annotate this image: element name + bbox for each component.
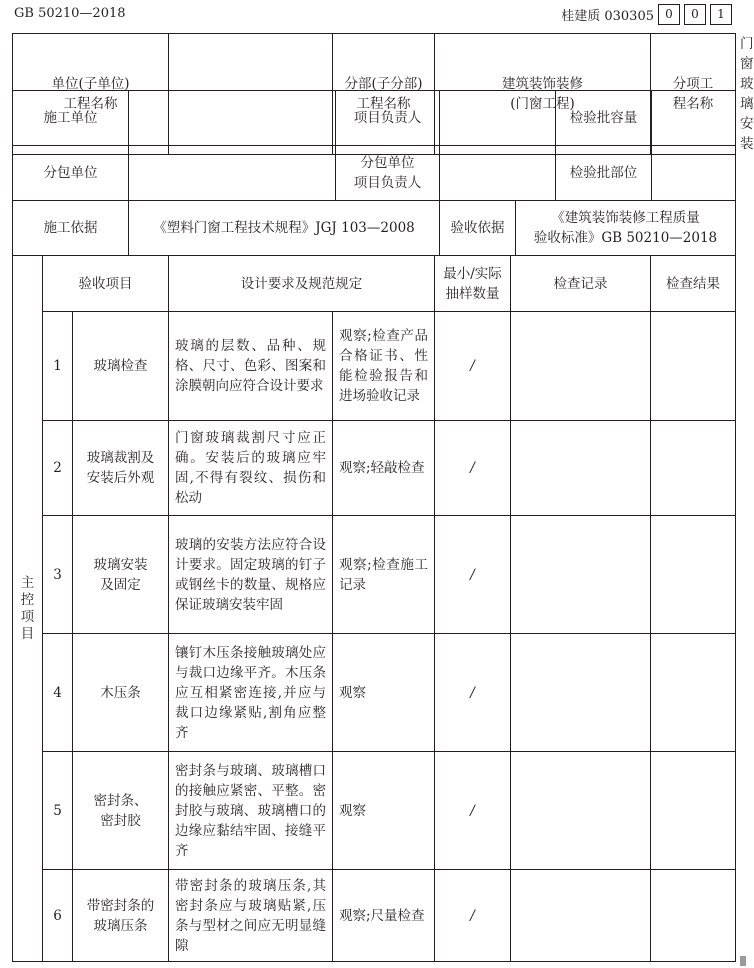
check-record[interactable] [511,421,651,516]
col-header-result: 检查结果 [651,256,736,312]
items-table [12,255,736,962]
sample-count[interactable]: / [435,752,511,870]
code-box-3: 1 [710,4,732,25]
subcontractor-label: 分包单位 [13,146,129,201]
requirement-text: 带密封条的玻璃压条,其密封条应与玻璃贴紧,压条与型材之间应无明显缝隙 [169,870,333,962]
project-manager-label: 项目负责人 [336,91,440,146]
code-box-2: 0 [684,4,706,25]
sub-manager-value[interactable] [440,146,556,201]
constructor-value[interactable] [129,91,336,146]
check-method: 观察;检查产品合格证书、性能检验报告和进场验收记录 [333,312,435,421]
batch-capacity-label: 检验批容量 [556,91,652,146]
project-manager-value[interactable] [440,91,556,146]
table-row [13,312,736,421]
check-record[interactable] [511,870,651,962]
check-method: 观察;尺量检查 [333,870,435,962]
acceptance-basis-value: 《建筑装饰装修工程质量 验收标准》GB 50210—2018 [516,201,736,256]
requirement-text: 玻璃的安装方法应符合设计要求。固定玻璃的钉子或钢丝卡的数量、规格应保证玻璃安装牢固 [169,516,333,634]
sample-count[interactable]: / [435,870,511,962]
code-box-1: 0 [658,4,680,25]
sub-project-value: 建筑装饰装修 (门窗工程) [435,34,651,155]
item-project-label: 分项工 程名称 [651,34,736,155]
item-name: 玻璃检查 [73,312,169,421]
batch-location-value[interactable] [652,146,736,201]
sample-count[interactable]: / [435,634,511,752]
col-header-item: 验收项目 [43,256,169,312]
constructor-label: 施工单位 [13,91,129,146]
requirement-text: 玻璃的层数、品种、规格、尺寸、色彩、图案和涂膜朝向应符合设计要求 [169,312,333,421]
item-name: 密封条、 密封胶 [73,752,169,870]
col-header-record: 检查记录 [511,256,651,312]
batch-capacity-value[interactable] [652,91,736,146]
row-number: 6 [43,870,73,962]
table-row [13,516,736,634]
sample-count[interactable]: / [435,516,511,634]
table-row [13,421,736,516]
acceptance-basis-label: 验收依据 [440,201,516,256]
row-number: 2 [43,421,73,516]
inspection-table: 单位(子单位) 工程名称 分部(子分部) 工程名称 建筑装饰装修 (门窗工程) 分项工 程名称 门窗玻 璃安装 [12,33,736,155]
requirement-text: 门窗玻璃裁割尺寸应正确。安装后的玻璃应牢固,不得有裂纹、损伤和松动 [169,421,333,516]
check-method: 观察;轻敲检查 [333,421,435,516]
subcontractor-value[interactable] [129,146,336,201]
table-row [13,634,736,752]
basis-label: 施工依据 [13,201,129,256]
check-method: 观察 [333,752,435,870]
requirement-text: 镶钉木压条接触玻璃处应与裁口边缘平齐。木压条应互相紧密连接,并应与裁口边缘紧贴,割角应整齐 [169,634,333,752]
sub-project-label: 分部(子分部) 工程名称 [333,34,435,155]
row-number: 5 [43,752,73,870]
row-number: 3 [43,516,73,634]
check-record[interactable] [511,312,651,421]
check-result[interactable] [651,312,736,421]
check-record[interactable] [511,634,651,752]
item-name: 玻璃安装 及固定 [73,516,169,634]
item-name: 带密封条的 玻璃压条 [73,870,169,962]
form-code-label: 桂建质 030305 [561,9,654,24]
check-record[interactable] [511,752,651,870]
requirement-text: 密封条与玻璃、玻璃槽口的接触应紧密、平整。密封胶与玻璃、玻璃槽口的边缘应黏结牢固、接缝平齐 [169,752,333,870]
col-header-requirement: 设计要求及规范规定 [169,256,435,312]
item-name: 玻璃裁割及 安装后外观 [73,421,169,516]
row-number: 1 [43,312,73,421]
form-code [561,4,732,25]
batch-location-label: 检验批部位 [556,146,652,201]
table-row [13,870,736,962]
check-result[interactable] [651,752,736,870]
basis-value: 《塑料门窗工程技术规程》JGJ 103—2008 [129,201,440,256]
check-record[interactable] [511,516,651,634]
check-result[interactable] [651,634,736,752]
basis-table [12,200,736,256]
table-row [13,752,736,870]
item-name: 木压条 [73,634,169,752]
scrollbar-corner [740,956,746,966]
sub-manager-label: 分包单位 项目负责人 [336,146,440,201]
check-result[interactable] [651,870,736,962]
sample-count[interactable]: / [435,312,511,421]
check-result[interactable] [651,516,736,634]
info-table [12,90,736,201]
standard-code: GB 50210—2018 [14,6,126,21]
section-main-control: 主 控 项 目 [13,256,43,962]
check-method: 观察;检查施工记录 [333,516,435,634]
col-header-sample: 最小/实际 抽样数量 [435,256,511,312]
row-number: 4 [43,634,73,752]
unit-project-label: 单位(子单位) 工程名称 [13,34,169,155]
sample-count[interactable]: / [435,421,511,516]
check-result[interactable] [651,421,736,516]
check-method: 观察 [333,634,435,752]
